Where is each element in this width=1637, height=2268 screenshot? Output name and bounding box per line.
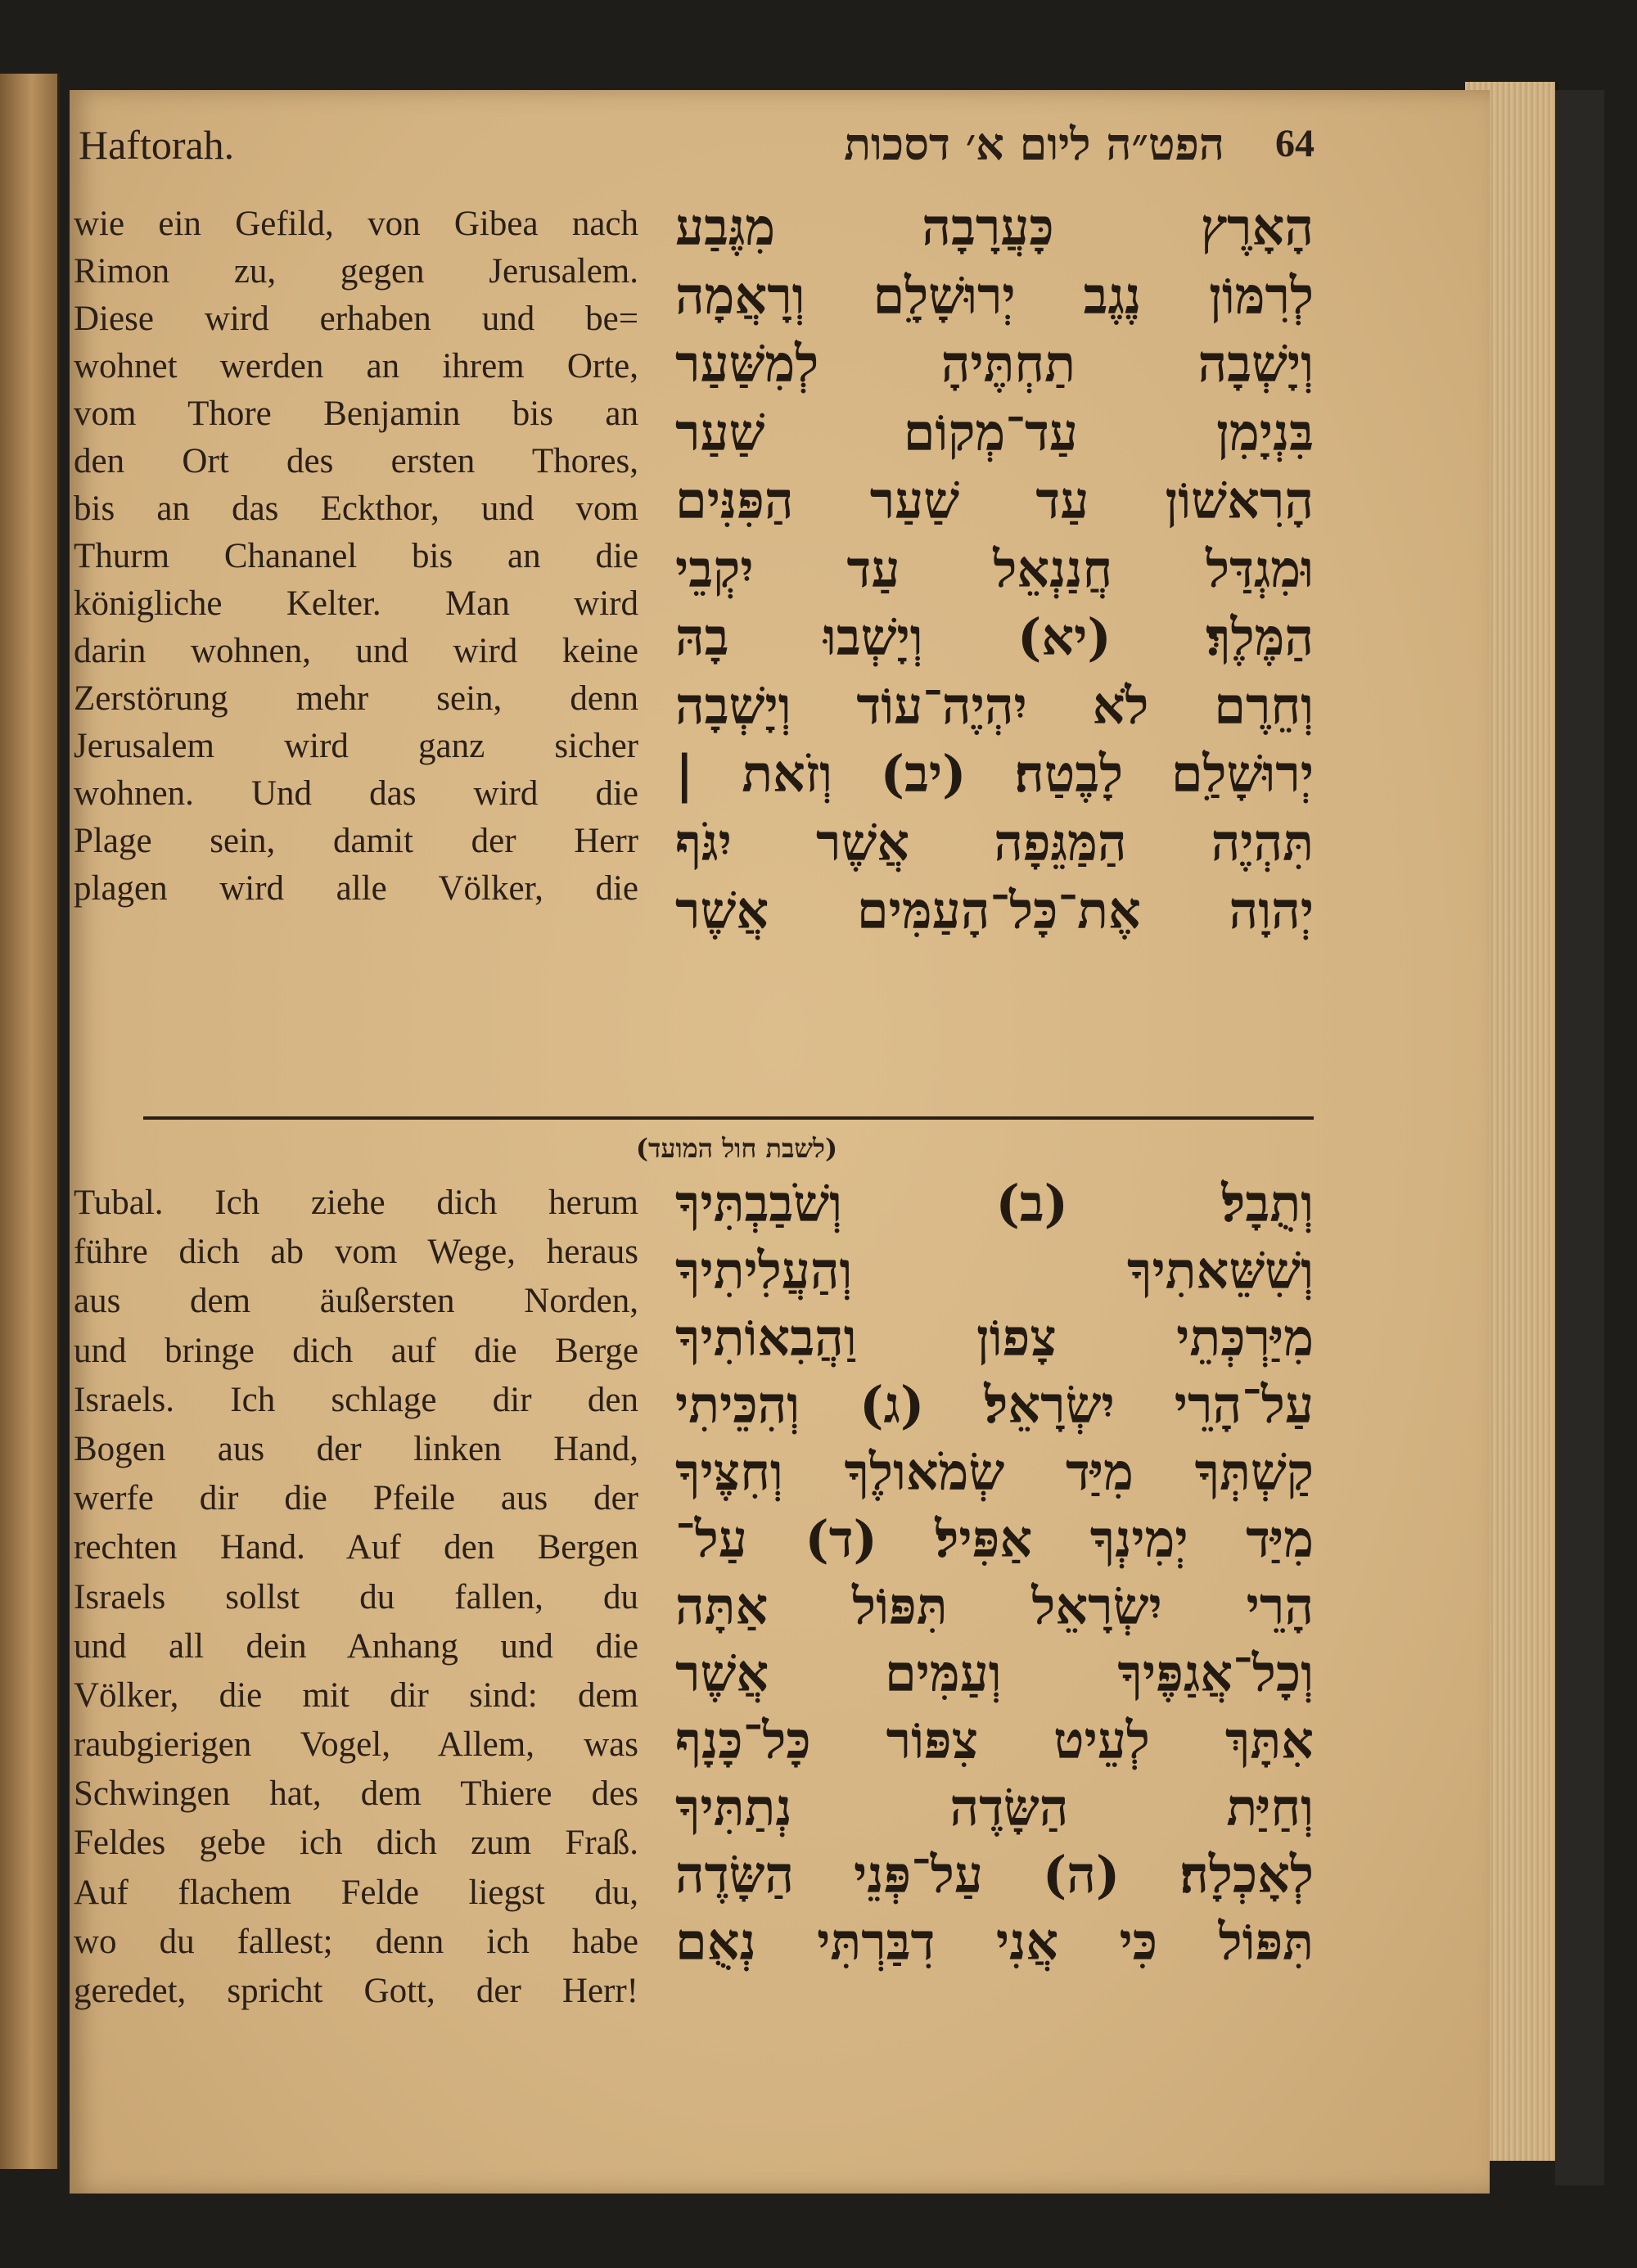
left-page-edge <box>0 74 60 2169</box>
german-text-line: werfe dir die Pfeile aus der <box>74 1479 638 1518</box>
german-text-line: geredet, spricht Gott, der Herr! <box>74 1972 638 2010</box>
section-caption: (לשבת חול המועד) <box>635 1133 838 1164</box>
hebrew-text-line: תִּפּוֹל כִּי אֲנִי דִבַּרְתִּי נְאֻם <box>675 1912 1314 1972</box>
running-title-german: Haftorah. <box>79 122 235 168</box>
page-number: 64 <box>1275 122 1315 165</box>
german-text-line: Auf flachem Felde liegst du, <box>74 1873 638 1912</box>
german-text-line: Diese wird erhaben und be= <box>74 300 638 338</box>
german-text-line: raubgierigen Vogel, Allem, was <box>74 1725 638 1765</box>
german-text-line: wo du fallest; denn ich habe <box>74 1922 638 1961</box>
hebrew-text-line: וְשִׁשֵּׁאתִיךָ וְהַעֲלִיתִיךָ <box>675 1241 1314 1301</box>
hebrew-text-line: וְכָל־אֲגַפֶּיךָ וְעַמִּים אֲשֶׁר <box>675 1644 1314 1703</box>
german-text-line: wohnet werden an ihrem Orte, <box>74 347 638 386</box>
german-text-line: bis an das Eckthor, und vom <box>74 489 638 528</box>
german-text-line: aus dem äußersten Norden, <box>74 1282 638 1321</box>
hebrew-text-line: וּמִגְדַּל חֲנַנְאֵל עַד יִקְבֵי <box>675 539 1314 599</box>
german-text-line: Jerusalem wird ganz sicher <box>74 727 638 765</box>
hebrew-text-line: הָרִאשׁוֹן עַד שַׁעַר הַפִּנִּים <box>675 471 1314 530</box>
german-text-line: Tubal. Ich ziehe dich herum <box>74 1184 638 1222</box>
hebrew-text-line: מִיַּד יְמִינְךָ אַפִּיל׃ (ד) עַל־ <box>675 1509 1314 1569</box>
hebrew-text-line: יְרוּשָׁלִַם לָבֶטַח׃ (יב) וְזֹאת | <box>675 744 1314 804</box>
german-text-line: wohnen. Und das wird die <box>74 774 638 813</box>
german-text-line: Feldes gebe ich dich zum Fraß. <box>74 1824 638 1863</box>
hebrew-text-line: וְיָשְׁבָה תַחְתֶּיהָ לְמִשַּׁעַר <box>675 334 1314 394</box>
german-text-line: Israels sollst du fallen, du <box>74 1577 638 1616</box>
book-cover-edge <box>1555 90 1604 2185</box>
hebrew-text-line: הָאָרֶץ כָּעֲרָבָה מִגֶּבַע <box>675 197 1314 257</box>
section-divider-rule <box>143 1116 1314 1120</box>
hebrew-text-line: וְתֻבָל׃ (ב) וְשֹׁבַבְתִּיךָ <box>675 1174 1314 1233</box>
german-text-line: wie ein Gefild, von Gibea nach <box>74 205 638 243</box>
german-text-line: Schwingen hat, dem Thiere des <box>74 1774 638 1814</box>
hebrew-text-line: וְחַיַּת הַשָּׂדֶה נְתַתִּיךָ <box>675 1778 1314 1837</box>
hebrew-text-line: אִתָּךְ לְעֵיט צִפּוֹר כָּל־כָּנָף <box>675 1711 1314 1770</box>
german-text-line: führe dich ab vom Wege, heraus <box>74 1233 638 1272</box>
german-text-line: und all dein Anhang und die <box>74 1626 638 1666</box>
german-text-line: Völker, die mit dir sind: dem <box>74 1675 638 1715</box>
german-text-line: Rimon zu, gegen Jerusalem. <box>74 252 638 291</box>
hebrew-text-line: לְאָכְלָה׃ (ה) עַל־פְּנֵי הַשָּׂדֶה <box>675 1845 1314 1905</box>
german-column-top <box>74 201 638 913</box>
german-text-line: rechten Hand. Auf den Bergen <box>74 1528 638 1567</box>
german-text-line: Plage sein, damit der Herr <box>74 822 638 860</box>
german-text-line: königliche Kelter. Man wird <box>74 584 638 623</box>
running-title-hebrew: הפט״ה ליום א׳ דסכות <box>844 118 1224 170</box>
hebrew-text-line: תִּהְיֶה הַמַּגֵּפָה אֲשֶׁר יִגֹּף <box>675 812 1314 872</box>
page-header <box>79 115 1315 180</box>
german-text-line: und bringe dich auf die Berge <box>74 1331 638 1370</box>
german-text-line: Thurm Chananel bis an die <box>74 537 638 575</box>
hebrew-text-line: עַל־הָרֵי יִשְׂרָאֵל׃ (ג) וְהִכֵּיתִי <box>675 1375 1314 1435</box>
hebrew-column-bottom <box>675 1170 1314 1976</box>
german-column-bottom <box>74 1179 638 2016</box>
hebrew-text-line: מִיַּרְכְּתֵי צָפוֹן וַהֲבִאוֹתִיךָ <box>675 1308 1314 1368</box>
german-text-line: Bogen aus der linken Hand, <box>74 1429 638 1468</box>
hebrew-text-line: וְחֵרֶם לֹא יִהְיֶה־עוֹד וְיָשְׁבָה <box>675 675 1314 736</box>
hebrew-text-line: בִּנְיָמִן עַד־מְקוֹם שַׁעַר <box>675 402 1314 462</box>
german-text-line: Israels. Ich schlage dir den <box>74 1380 638 1419</box>
hebrew-text-line: הָרֵי יִשְׂרָאֵל תִּפּוֹל אַתָּה <box>675 1576 1314 1636</box>
german-text-line: darin wohnen, und wird keine <box>74 632 638 670</box>
hebrew-column-top <box>675 193 1314 945</box>
german-text-line: den Ort des ersten Thores, <box>74 442 638 480</box>
german-text-line: vom Thore Benjamin bis an <box>74 395 638 433</box>
hebrew-text-line: לְרִמּוֹן נֶגֶב יְרוּשָׁלִָם וְרָאֲמָה <box>675 265 1314 326</box>
hebrew-text-line: יְהוָה אֶת־כָּל־הָעַמִּים אֲשֶׁר <box>675 881 1314 940</box>
german-text-line: Zerstörung mehr sein, denn <box>74 679 638 718</box>
hebrew-text-line: קַשְׁתְּךָ מִיַּד שְׂמֹאולֶךָ וְחִצֶּיךָ <box>675 1442 1314 1502</box>
hebrew-text-line: הַמֶּלֶךְ׃ (יא) וְיָשְׁבוּ בָהּ <box>675 607 1314 667</box>
german-text-line: plagen wird alle Völker, die <box>74 869 638 908</box>
